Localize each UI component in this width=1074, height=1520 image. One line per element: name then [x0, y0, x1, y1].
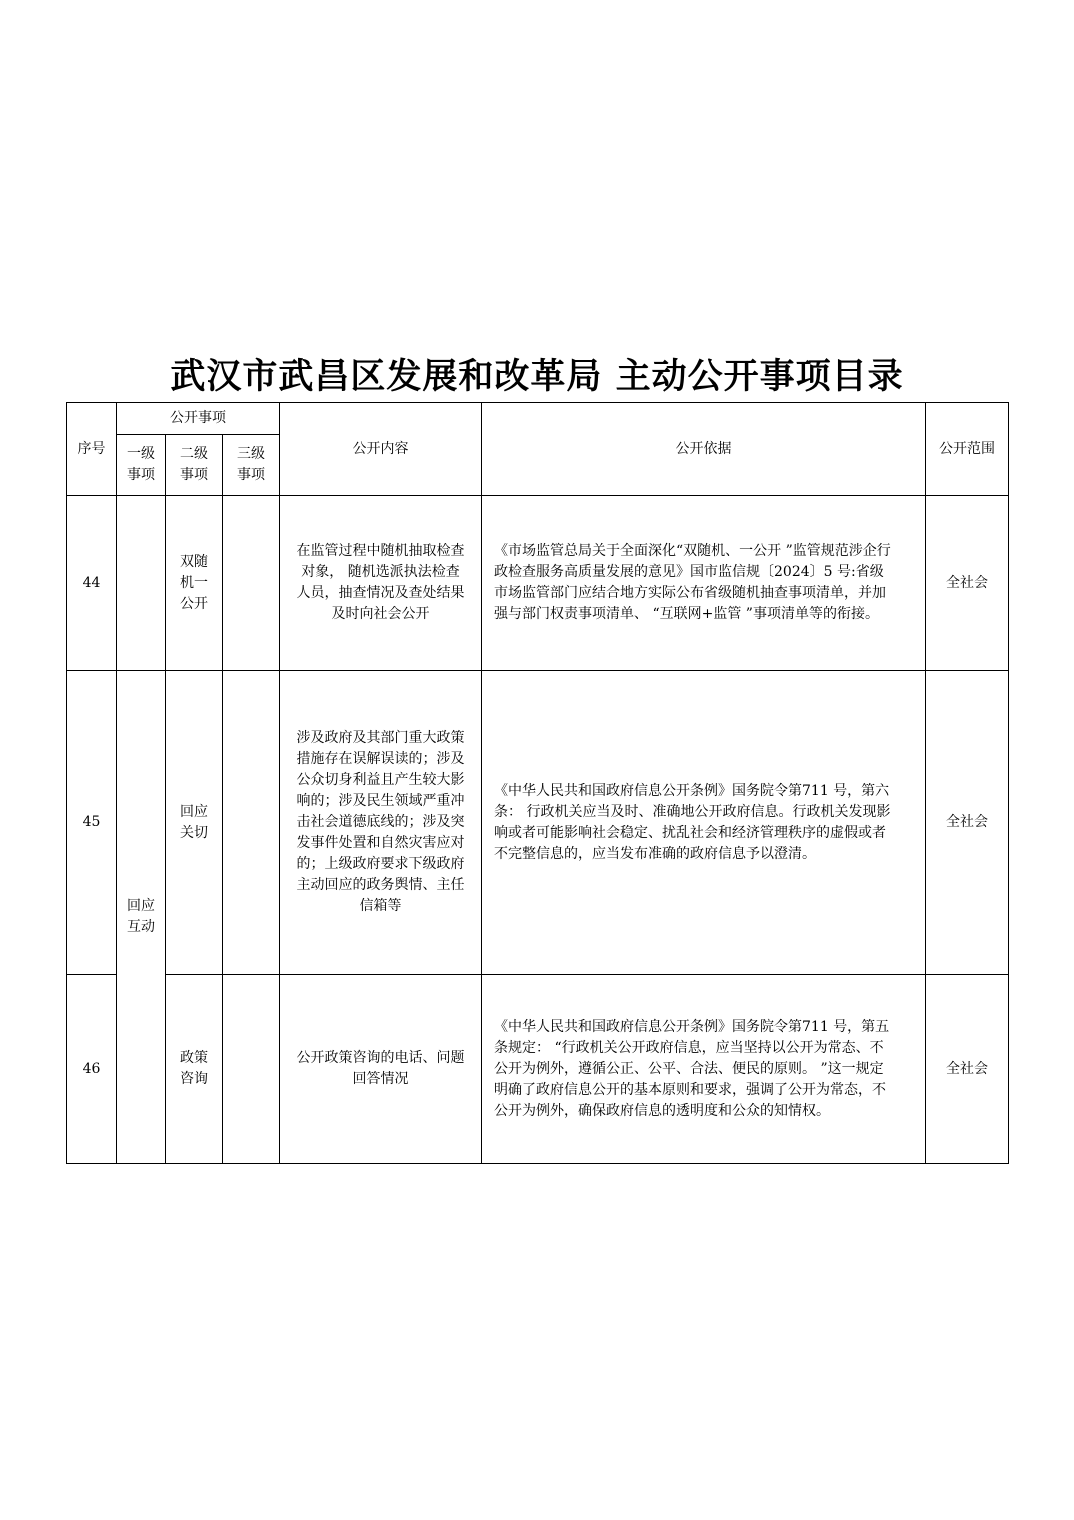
row-content: 公开政策咨询的电话、问题回答情况	[296, 1050, 465, 1087]
row-seq: 45	[67, 671, 117, 975]
row-level3	[223, 496, 280, 671]
header-level2: 二级 事项	[166, 435, 223, 496]
row-basis: 《中华人民共和国政府信息公开条例》国务院令第711 号，第六条： 行政机关应当及时、准确地公开政府信息。行政机关发现影响或者可能影响社会稳定、扰乱社会和经济管理秩序的虚假或者不完整信息的，应当发布准确的政府信息予以澄清。	[494, 782, 891, 862]
table-row	[67, 671, 1009, 975]
disclosure-catalog-table	[66, 402, 1009, 1164]
row-basis: 《市场监管总局关于全面深化“双随机、一公开 ”监管规范涉企行政检查服务高质量发展的意见》国市监信规〔2024〕5 号:省级市场监管部门应结合地方实际公布省级随机抽查事项清单，并加强与部门权责事项清单、 “互联网+监管 ”事项清单等的衔接。	[494, 543, 891, 622]
row-scope: 全社会	[926, 671, 1009, 975]
row-level1: 回应 互动	[117, 671, 166, 1164]
row-level2: 政策 咨询	[166, 975, 223, 1164]
row-scope: 全社会	[926, 496, 1009, 671]
row-level2: 双随 机一 公开	[166, 496, 223, 671]
row-level1	[117, 496, 166, 671]
page-title: 武汉市武昌区发展和改革局 主动公开事项目录	[170, 356, 904, 397]
header-basis: 公开依据	[482, 403, 926, 496]
header-level3: 三级 事项	[223, 435, 280, 496]
row-level3	[223, 671, 280, 975]
header-content: 公开内容	[280, 403, 482, 496]
header-scope: 公开范围	[926, 403, 1009, 496]
row-scope: 全社会	[926, 975, 1009, 1164]
table-row	[67, 496, 1009, 671]
header-seq: 序号	[67, 403, 117, 496]
row-seq: 46	[67, 975, 117, 1164]
header-row-1	[67, 403, 1009, 435]
header-items-group: 公开事项	[117, 403, 280, 435]
row-basis: 《中华人民共和国政府信息公开条例》国务院令第711 号，第五条规定： “行政机关公开政府信息，应当坚持以公开为常态、不公开为例外，遵循公正、公平、合法、便民的原则。 ”这一规定明确了政府信息公开的基本原则和要求，强调了公开为常态，不公开为例外，确保政府信息的透明度和公众的知情权。	[494, 1018, 890, 1119]
table-row	[67, 975, 1009, 1164]
row-content: 涉及政府及其部门重大政策措施存在误解误读的；涉及公众切身利益且产生较大影响的；涉及民生领域严重冲击社会道德底线的；涉及突发事件处置和自然灾害应对的；上级政府要求下级政府主动回应的政务舆情、主任信箱等	[296, 730, 465, 914]
row-level3	[223, 975, 280, 1164]
row-level2: 回应 关切	[166, 671, 223, 975]
row-content: 在监管过程中随机抽取检查对象， 随机选派执法检查人员，抽查情况及查处结果及时向社会公开	[296, 543, 465, 622]
header-level1: 一级 事项	[117, 435, 166, 496]
row-seq: 44	[67, 496, 117, 671]
